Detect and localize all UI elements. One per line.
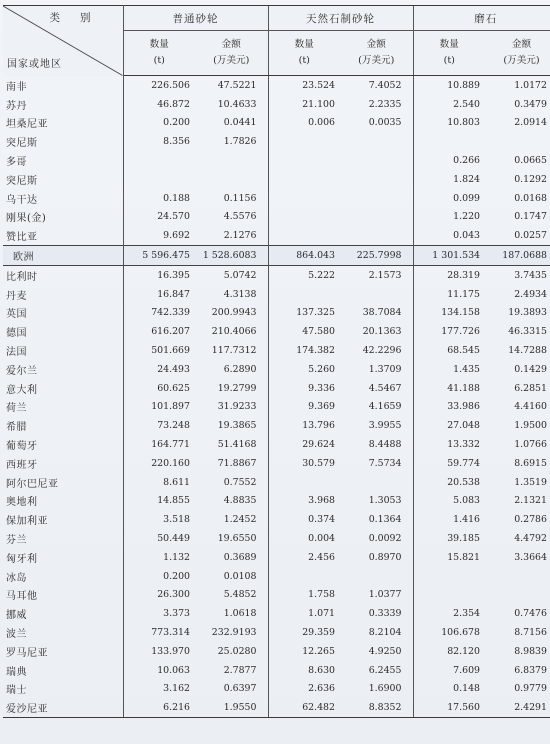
country-cell: 法国 xyxy=(3,341,123,360)
whetstone-value-cell: 0.7476 xyxy=(514,608,547,620)
country-cell: 丹麦 xyxy=(3,285,123,304)
grinding-wheel-qty-cell: 46.872 xyxy=(157,98,190,110)
value-header: 金额 (万美元) xyxy=(195,31,268,76)
grinding-wheel-value-cell: 210.4066 xyxy=(211,326,257,338)
natural-stone-wheel-qty-cell: 3.968 xyxy=(268,492,340,511)
natural-stone-wheel-qty-cell xyxy=(268,170,340,189)
natural-stone-wheel-value-cell: 7.5734 xyxy=(368,457,402,469)
natural-stone-wheel-value-cell: 4.5467 xyxy=(368,382,402,394)
country-cell: 突尼斯 xyxy=(3,132,123,151)
table-row xyxy=(3,114,550,133)
country-cell: 奥地利 xyxy=(3,492,123,511)
whetstone-value-cell: 1.0172 xyxy=(514,79,547,91)
grinding-wheel-value-cell: 4.3138 xyxy=(223,288,257,300)
value-header: 金额 (万美元) xyxy=(485,31,550,76)
country-cell: 希腊 xyxy=(3,416,123,435)
grinding-wheel-qty-cell: 8.611 xyxy=(163,476,190,488)
natural-stone-wheel-value-cell xyxy=(340,189,413,208)
country-cell: 多哥 xyxy=(3,151,123,170)
natural-stone-wheel-value-cell: 2.1573 xyxy=(368,269,402,281)
qty-header: 数量 (t) xyxy=(123,31,195,76)
whetstone-value-cell: 14.7288 xyxy=(508,345,547,357)
grinding-wheel-value-cell: 5.4852 xyxy=(223,589,257,601)
grinding-wheel-qty-cell: 616.207 xyxy=(151,326,190,338)
natural-stone-wheel-value-cell: 8.4488 xyxy=(368,439,402,451)
whetstone-value-cell: 1.0766 xyxy=(514,439,547,451)
grinding-wheel-value-cell: 117.7312 xyxy=(211,345,257,357)
table-row xyxy=(3,510,550,529)
country-cell: 保加利亚 xyxy=(3,510,123,529)
grinding-wheel-qty-cell: 0.200 xyxy=(163,117,190,129)
table-row xyxy=(3,322,550,341)
whetstone-qty-cell: 1.220 xyxy=(413,208,485,227)
whetstone-qty-cell: 41.188 xyxy=(413,379,485,398)
natural-stone-wheel-value-cell xyxy=(340,151,413,170)
whetstone-qty-cell: 7.609 xyxy=(413,661,485,680)
grinding-wheel-qty-cell: 742.339 xyxy=(151,307,190,319)
natural-stone-wheel-qty-cell: 9.369 xyxy=(268,398,340,417)
table-row xyxy=(3,473,550,492)
whetstone-value-cell: 2.4934 xyxy=(514,288,547,300)
table-body xyxy=(3,76,550,718)
table-row xyxy=(3,132,550,151)
whetstone-qty-cell: 82.120 xyxy=(413,642,485,661)
natural-stone-wheel-qty-cell: 29.359 xyxy=(268,623,340,642)
natural-stone-wheel-qty-cell: 2.456 xyxy=(268,548,340,567)
grinding-wheel-value-cell: 4.8835 xyxy=(223,495,257,507)
grinding-wheel-qty-cell: 73.248 xyxy=(157,420,190,432)
country-cell: 荷兰 xyxy=(3,398,123,417)
natural-stone-wheel-qty-cell: 47.580 xyxy=(268,322,340,341)
whetstone-qty-cell xyxy=(413,567,485,586)
natural-stone-wheel-qty-cell: 0.004 xyxy=(268,529,340,548)
table-row xyxy=(3,567,550,586)
whetstone-value-cell: 19.3893 xyxy=(508,307,547,319)
natural-stone-wheel-value-cell: 4.9250 xyxy=(368,645,402,657)
grinding-wheel-value-cell: 0.0441 xyxy=(223,117,257,129)
whetstone-value-cell: 6.2851 xyxy=(514,382,547,394)
grinding-wheel-value-cell: 0.0108 xyxy=(223,570,257,582)
table-row xyxy=(3,379,550,398)
table-row xyxy=(3,398,550,417)
country-cell: 比利时 xyxy=(3,265,123,284)
country-cell: 英国 xyxy=(3,304,123,323)
qty-header: 数量 (t) xyxy=(413,31,485,76)
whetstone-qty-cell: 20.538 xyxy=(413,473,485,492)
natural-stone-wheel-value-cell: 4.1659 xyxy=(368,401,402,413)
natural-stone-wheel-value-cell: 3.9955 xyxy=(368,420,402,432)
grinding-wheel-value-cell: 19.3865 xyxy=(217,420,257,432)
table-row xyxy=(3,341,550,360)
grinding-wheel-qty-cell: 0.188 xyxy=(163,192,190,204)
group-header-whetstone: 磨石 xyxy=(413,6,550,31)
grinding-wheel-value-cell: 71.8867 xyxy=(217,457,257,469)
grinding-wheel-qty-cell: 3.373 xyxy=(163,608,190,620)
grinding-wheel-value-cell: 0.7552 xyxy=(223,476,257,488)
grinding-wheel-value-cell: 10.4633 xyxy=(217,98,257,110)
natural-stone-wheel-qty-cell: 864.043 xyxy=(268,246,340,266)
natural-stone-wheel-value-cell: 20.1363 xyxy=(362,326,402,338)
grinding-wheel-qty-cell: 773.314 xyxy=(151,627,190,638)
whetstone-value-cell: 4.4160 xyxy=(514,401,547,413)
table-row xyxy=(3,698,550,717)
natural-stone-wheel-qty-cell: 0.374 xyxy=(268,510,340,529)
country-cell: 南非 xyxy=(3,76,123,95)
natural-stone-wheel-value-cell xyxy=(340,285,413,304)
grinding-wheel-qty-cell: 50.449 xyxy=(157,533,190,545)
whetstone-qty-cell xyxy=(413,586,485,605)
natural-stone-wheel-qty-cell xyxy=(268,567,340,586)
whetstone-qty-cell: 10.803 xyxy=(413,114,485,133)
whetstone-value-cell: 1.9500 xyxy=(514,420,547,432)
grinding-wheel-value-cell: 1.2452 xyxy=(223,514,257,526)
whetstone-qty-cell: 0.266 xyxy=(413,151,485,170)
grinding-wheel-value-cell: 0.6397 xyxy=(223,683,257,695)
grinding-wheel-value-cell: 0.3689 xyxy=(223,551,257,563)
grinding-wheel-qty-cell: 8.356 xyxy=(163,136,190,148)
natural-stone-wheel-qty-cell xyxy=(268,189,340,208)
grinding-wheel-qty-cell: 6.216 xyxy=(123,698,195,717)
grinding-wheel-value-cell: 2.1276 xyxy=(223,230,257,242)
natural-stone-wheel-qty-cell xyxy=(268,473,340,492)
whetstone-value-cell: 3.3664 xyxy=(514,551,547,563)
grinding-wheel-value-cell: 5.0742 xyxy=(223,269,257,281)
natural-stone-wheel-value-cell xyxy=(340,226,413,245)
grinding-wheel-value-cell: 6.2890 xyxy=(223,363,257,375)
whetstone-value-cell: 0.1747 xyxy=(514,211,547,223)
natural-stone-wheel-qty-cell: 5.260 xyxy=(268,360,340,379)
diagonal-header-cell xyxy=(3,6,123,76)
natural-stone-wheel-qty-cell: 1.758 xyxy=(268,586,340,605)
natural-stone-wheel-qty-cell: 12.265 xyxy=(268,642,340,661)
natural-stone-wheel-qty-cell: 30.579 xyxy=(268,454,340,473)
grinding-wheel-value-cell: 51.4168 xyxy=(217,439,257,451)
natural-stone-wheel-value-cell: 225.7998 xyxy=(340,246,413,266)
grinding-wheel-value-cell: 4.5576 xyxy=(223,211,257,223)
whetstone-qty-cell: 2.354 xyxy=(413,604,485,623)
grinding-wheel-qty-cell: 24.493 xyxy=(157,363,190,375)
whetstone-qty-cell: 0.099 xyxy=(413,189,485,208)
table-row xyxy=(3,189,550,208)
whetstone-value-cell: 0.0257 xyxy=(514,230,547,242)
whetstone-value-cell: 8.7156 xyxy=(514,627,547,638)
group-header-natural-stone-wheel: 天然石制砂轮 xyxy=(268,6,413,31)
grinding-wheel-value-cell: 31.9233 xyxy=(217,401,257,413)
whetstone-value-cell: 2.1321 xyxy=(514,495,547,507)
table-row xyxy=(3,208,550,227)
region-row xyxy=(3,246,550,266)
whetstone-value-cell xyxy=(485,586,550,605)
grinding-wheel-qty-cell: 5 596.475 xyxy=(123,246,195,266)
whetstone-value-cell xyxy=(485,132,550,151)
natural-stone-wheel-value-cell: 6.2455 xyxy=(368,664,402,676)
grinding-wheel-qty-cell: 9.692 xyxy=(163,230,190,242)
table-row xyxy=(3,623,550,642)
whetstone-value-cell: 0.3479 xyxy=(514,98,547,110)
grinding-wheel-value-cell: 19.6550 xyxy=(217,533,257,545)
whetstone-qty-cell xyxy=(413,132,485,151)
natural-stone-wheel-qty-cell: 62.482 xyxy=(268,698,340,717)
whetstone-qty-cell: 13.332 xyxy=(413,435,485,454)
natural-stone-wheel-qty-cell xyxy=(268,132,340,151)
natural-stone-wheel-qty-cell: 8.630 xyxy=(268,661,340,680)
whetstone-qty-cell: 28.319 xyxy=(413,265,485,284)
natural-stone-wheel-qty-cell xyxy=(268,208,340,227)
grinding-wheel-value-cell: 1.9550 xyxy=(195,698,268,717)
grinding-wheel-qty-cell: 164.771 xyxy=(151,439,190,451)
country-cell: 芬兰 xyxy=(3,529,123,548)
natural-stone-wheel-qty-cell: 21.100 xyxy=(268,95,340,114)
country-cell: 匈牙利 xyxy=(3,548,123,567)
grinding-wheel-value-cell: 25.0280 xyxy=(217,645,257,657)
whetstone-value-cell: 6.8379 xyxy=(514,664,547,676)
whetstone-qty-cell: 33.986 xyxy=(413,398,485,417)
whetstone-value-cell: 1.3519 xyxy=(514,476,547,488)
whetstone-value-cell: 187.0688 xyxy=(485,246,550,266)
grinding-wheel-qty-cell: 1.132 xyxy=(163,551,190,563)
grinding-wheel-qty-cell: 501.669 xyxy=(151,345,190,357)
country-cell: 意大利 xyxy=(3,379,123,398)
natural-stone-wheel-value-cell: 1.3053 xyxy=(368,495,402,507)
country-cell: 赞比亚 xyxy=(3,226,123,245)
natural-stone-wheel-qty-cell: 13.796 xyxy=(268,416,340,435)
whetstone-qty-cell: 1.435 xyxy=(413,360,485,379)
grinding-wheel-qty-cell: 24.570 xyxy=(157,211,190,223)
grinding-wheel-value-cell: 1 528.6083 xyxy=(195,246,268,266)
natural-stone-wheel-value-cell xyxy=(340,567,413,586)
grinding-wheel-qty-cell xyxy=(123,151,195,170)
whetstone-value-cell: 0.1292 xyxy=(514,173,547,185)
whetstone-qty-cell: 2.540 xyxy=(413,95,485,114)
whetstone-qty-cell: 68.545 xyxy=(413,341,485,360)
group-header-grinding-wheel: 普通砂轮 xyxy=(123,6,268,31)
table-row xyxy=(3,680,550,699)
country-cell: 罗马尼亚 xyxy=(3,642,123,661)
grinding-wheel-value-cell: 1.0618 xyxy=(223,608,257,620)
whetstone-qty-cell: 39.185 xyxy=(413,529,485,548)
grinding-wheel-qty-cell: 60.625 xyxy=(157,382,190,394)
country-cell: 欧洲 xyxy=(3,246,123,266)
table-row xyxy=(3,492,550,511)
grinding-wheel-qty-cell: 26.300 xyxy=(157,589,190,601)
whetstone-value-cell: 0.2786 xyxy=(514,514,547,526)
table-row xyxy=(3,226,550,245)
whetstone-value-cell: 2.0914 xyxy=(514,117,547,129)
grinding-wheel-qty-cell: 133.970 xyxy=(151,645,190,657)
natural-stone-wheel-qty-cell: 1.071 xyxy=(268,604,340,623)
natural-stone-wheel-value-cell: 1.3709 xyxy=(368,363,402,375)
grinding-wheel-value-cell: 0.1156 xyxy=(223,192,257,204)
natural-stone-wheel-value-cell: 7.4052 xyxy=(368,79,402,91)
whetstone-qty-cell: 1 301.534 xyxy=(413,246,485,266)
natural-stone-wheel-value-cell: 0.3339 xyxy=(368,608,402,620)
natural-stone-wheel-value-cell: 2.2335 xyxy=(368,98,402,110)
table-row xyxy=(3,151,550,170)
country-cell: 坦桑尼亚 xyxy=(3,114,123,133)
whetstone-value-cell: 0.0665 xyxy=(514,155,547,167)
table-row xyxy=(3,661,550,680)
country-cell: 德国 xyxy=(3,322,123,341)
grinding-wheel-qty-cell: 10.063 xyxy=(157,664,190,676)
country-cell: 乌干达 xyxy=(3,189,123,208)
whetstone-qty-cell: 5.083 xyxy=(413,492,485,511)
grinding-wheel-value-cell: 200.9943 xyxy=(211,307,257,319)
country-cell: 葡萄牙 xyxy=(3,435,123,454)
natural-stone-wheel-value-cell: 1.0377 xyxy=(368,589,402,601)
whetstone-qty-cell: 59.774 xyxy=(413,454,485,473)
natural-stone-wheel-value-cell: 0.0092 xyxy=(368,533,402,545)
natural-stone-wheel-value-cell: 42.2296 xyxy=(362,345,402,357)
grinding-wheel-qty-cell: 101.897 xyxy=(151,401,190,413)
trade-table xyxy=(3,5,550,718)
natural-stone-wheel-value-cell: 1.6900 xyxy=(368,683,402,695)
grinding-wheel-qty-cell: 3.518 xyxy=(163,514,190,526)
whetstone-value-cell: 3.7435 xyxy=(514,269,547,281)
country-cell: 波兰 xyxy=(3,623,123,642)
natural-stone-wheel-value-cell xyxy=(340,208,413,227)
country-cell: 阿尔巴尼亚 xyxy=(3,473,123,492)
whetstone-qty-cell: 1.416 xyxy=(413,510,485,529)
whetstone-qty-cell: 1.824 xyxy=(413,170,485,189)
natural-stone-wheel-value-cell: 38.7084 xyxy=(362,307,402,319)
table-row xyxy=(3,529,550,548)
natural-stone-wheel-qty-cell: 174.382 xyxy=(268,341,340,360)
grinding-wheel-qty-cell: 0.200 xyxy=(163,570,190,582)
country-cell: 爱尔兰 xyxy=(3,360,123,379)
country-cell: 爱沙尼亚 xyxy=(3,698,123,717)
table-header xyxy=(3,6,550,76)
table-row xyxy=(3,304,550,323)
qty-header: 数量 (t) xyxy=(268,31,340,76)
grinding-wheel-value-cell: 19.2799 xyxy=(217,382,257,394)
grinding-wheel-qty-cell: 14.855 xyxy=(157,495,190,507)
natural-stone-wheel-qty-cell: 0.006 xyxy=(268,114,340,133)
whetstone-value-cell xyxy=(485,567,550,586)
whetstone-qty-cell: 177.726 xyxy=(413,322,485,341)
grinding-wheel-value-cell: 2.7877 xyxy=(223,664,257,676)
grinding-wheel-value-cell xyxy=(195,151,268,170)
country-label: 国家或地区 xyxy=(7,58,62,70)
country-cell: 突尼斯 xyxy=(3,170,123,189)
natural-stone-wheel-value-cell: 0.0035 xyxy=(368,117,402,129)
table-row xyxy=(3,95,550,114)
whetstone-qty-cell: 15.821 xyxy=(413,548,485,567)
whetstone-qty-cell: 106.678 xyxy=(413,623,485,642)
table-row xyxy=(3,548,550,567)
natural-stone-wheel-value-cell xyxy=(340,170,413,189)
natural-stone-wheel-qty-cell xyxy=(268,285,340,304)
whetstone-qty-cell: 0.043 xyxy=(413,226,485,245)
table-row xyxy=(3,435,550,454)
country-cell: 瑞士 xyxy=(3,680,123,699)
country-cell: 苏丹 xyxy=(3,95,123,114)
table-row xyxy=(3,170,550,189)
grinding-wheel-qty-cell: 226.506 xyxy=(151,79,190,91)
table-row xyxy=(3,360,550,379)
whetstone-value-cell: 2.4291 xyxy=(485,698,550,717)
table-row xyxy=(3,642,550,661)
whetstone-value-cell: 0.1429 xyxy=(514,363,547,375)
natural-stone-wheel-value-cell: 0.8970 xyxy=(368,551,402,563)
table-row xyxy=(3,265,550,284)
grinding-wheel-qty-cell xyxy=(123,170,195,189)
grinding-wheel-value-cell: 232.9193 xyxy=(211,627,257,638)
natural-stone-wheel-value-cell: 8.8352 xyxy=(340,698,413,717)
whetstone-qty-cell: 0.148 xyxy=(413,680,485,699)
country-cell: 西班牙 xyxy=(3,454,123,473)
whetstone-qty-cell: 10.889 xyxy=(413,76,485,95)
country-cell: 刚果(金) xyxy=(3,208,123,227)
natural-stone-wheel-qty-cell: 23.524 xyxy=(268,76,340,95)
country-cell: 瑞典 xyxy=(3,661,123,680)
country-cell: 冰岛 xyxy=(3,567,123,586)
whetstone-qty-cell: 11.175 xyxy=(413,285,485,304)
value-header: 金额 (万美元) xyxy=(340,31,413,76)
whetstone-value-cell: 46.3315 xyxy=(508,326,547,338)
grinding-wheel-value-cell xyxy=(195,170,268,189)
country-cell: 马耳他 xyxy=(3,586,123,605)
country-cell: 挪威 xyxy=(3,604,123,623)
grinding-wheel-qty-cell: 16.395 xyxy=(157,269,190,281)
whetstone-qty-cell: 134.158 xyxy=(413,304,485,323)
table-row xyxy=(3,285,550,304)
natural-stone-wheel-qty-cell: 137.325 xyxy=(268,304,340,323)
whetstone-value-cell: 4.4792 xyxy=(514,533,547,545)
grinding-wheel-qty-cell: 3.162 xyxy=(163,683,190,695)
natural-stone-wheel-qty-cell: 9.336 xyxy=(268,379,340,398)
table-row xyxy=(3,416,550,435)
whetstone-qty-cell: 17.560 xyxy=(413,698,485,717)
natural-stone-wheel-qty-cell: 29.624 xyxy=(268,435,340,454)
natural-stone-wheel-value-cell: 0.1364 xyxy=(368,514,402,526)
table-row xyxy=(3,76,550,95)
whetstone-value-cell: 0.9779 xyxy=(514,683,547,695)
whetstone-value-cell: 8.6915 xyxy=(514,457,547,469)
grinding-wheel-qty-cell: 220.160 xyxy=(151,457,190,469)
whetstone-value-cell: 8.9839 xyxy=(514,645,547,657)
table-row xyxy=(3,586,550,605)
table-row xyxy=(3,454,550,473)
whetstone-qty-cell: 27.048 xyxy=(413,416,485,435)
whetstone-value-cell: 0.0168 xyxy=(514,192,547,204)
natural-stone-wheel-value-cell: 8.2104 xyxy=(368,627,402,638)
natural-stone-wheel-qty-cell xyxy=(268,151,340,170)
grinding-wheel-value-cell: 47.5221 xyxy=(217,79,257,91)
grinding-wheel-value-cell: 1.7826 xyxy=(223,136,257,148)
natural-stone-wheel-qty-cell xyxy=(268,226,340,245)
category-label: 类别 xyxy=(49,12,111,24)
natural-stone-wheel-value-cell xyxy=(340,132,413,151)
table-row xyxy=(3,604,550,623)
natural-stone-wheel-value-cell xyxy=(340,473,413,492)
natural-stone-wheel-qty-cell: 2.636 xyxy=(268,680,340,699)
grinding-wheel-qty-cell: 16.847 xyxy=(157,288,190,300)
natural-stone-wheel-qty-cell: 5.222 xyxy=(268,265,340,284)
